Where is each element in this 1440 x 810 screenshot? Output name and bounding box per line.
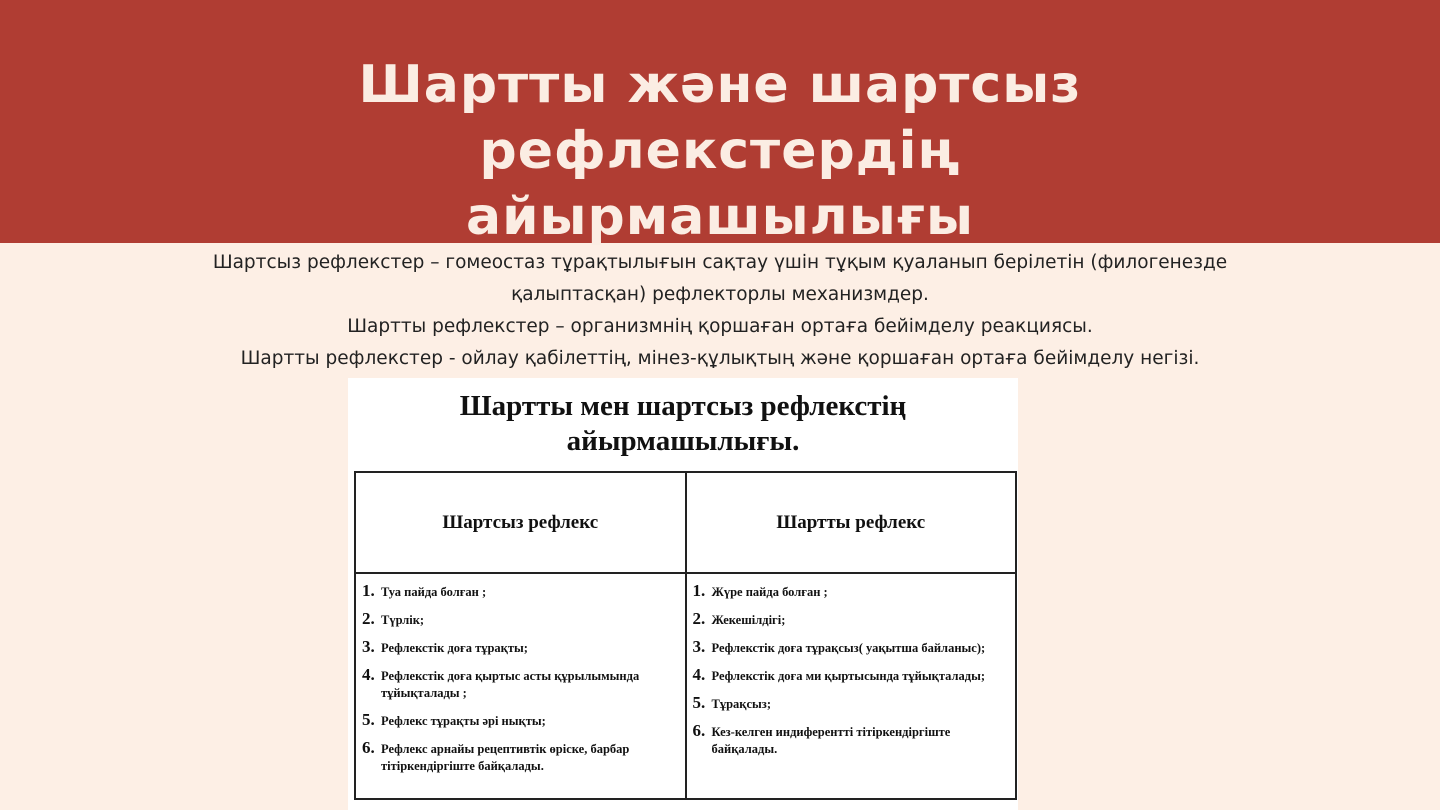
image-title-line: айырмашылығы. <box>566 425 800 457</box>
conditioned-cell <box>686 573 1017 799</box>
list-item <box>362 610 679 629</box>
item-number: 2. <box>692 609 706 628</box>
item-text: Рефлекстік доға ми қыртысында тұйықталады; <box>711 669 985 683</box>
body-line: Шартсыз рефлекстер – гомеостаз тұрақтылығын сақтау үшін тұқым қуаланып берілетін (филогенезде <box>212 252 1228 273</box>
item-number: 5. <box>362 710 375 729</box>
list-item <box>362 582 679 601</box>
body-line: қалыптасқан) рефлекторлы механизмдер. <box>511 284 929 305</box>
item-number: 4. <box>692 665 706 684</box>
list-item <box>693 666 1010 685</box>
title-line: Шартты және шартсыз <box>358 55 1082 115</box>
item-number: 3. <box>362 637 375 656</box>
item-text: Рефлекстік доға қыртыс асты құрылымында тұйықталады ; <box>381 669 640 700</box>
list-item <box>362 711 679 730</box>
item-number: 1. <box>692 581 706 600</box>
item-text: Жүре пайда болған ; <box>711 585 828 599</box>
unconditioned-cell <box>355 573 686 799</box>
item-text: Түрлік; <box>381 613 425 627</box>
slide-body-text <box>0 247 1440 375</box>
image-title-line: Шартты мен шартсыз рефлекстің <box>459 390 907 422</box>
item-number: 4. <box>362 665 375 684</box>
item-number: 5. <box>692 693 706 712</box>
list-item <box>362 666 679 702</box>
item-number: 2. <box>362 609 375 628</box>
title-line: рефлекстердің <box>479 121 961 181</box>
list-item <box>693 722 1010 758</box>
item-text: Рефлекстік доға тұрақсыз( уақытша байланыс); <box>711 641 986 655</box>
item-text: Кез-келген индиферентті тітіркендіргіште байқалады. <box>711 725 951 756</box>
item-number: 6. <box>692 721 706 740</box>
item-text: Рефлекс арнайы рецептивтік өріске, барбар тітіркендіргіште байқалады. <box>381 742 630 773</box>
body-line: Шартты рефлекстер – организмнің қоршаған ортаға бейімделу реакциясы. <box>347 316 1093 337</box>
item-number: 6. <box>362 738 375 757</box>
list-item <box>693 582 1010 601</box>
comparison-table <box>354 471 1017 800</box>
comparison-image <box>348 378 1018 810</box>
list-item <box>693 610 1010 629</box>
column-header-conditioned: Шартты рефлекс <box>686 472 1017 573</box>
item-text: Жекешілдігі; <box>711 613 786 627</box>
body-line: Шартты рефлекстер - ойлау қабілеттің, мінез-құлықтың және қоршаған ортаға бейімделу негізі. <box>240 348 1200 369</box>
list-item <box>362 739 679 775</box>
item-text: Рефлекстік доға тұрақты; <box>381 641 528 655</box>
image-title <box>348 389 1018 459</box>
item-number: 1. <box>362 581 375 600</box>
item-text: Туа пайда болған ; <box>381 585 487 599</box>
list-item <box>693 638 1010 657</box>
list-item <box>693 694 1010 713</box>
list-item <box>362 638 679 657</box>
item-number: 3. <box>692 637 706 656</box>
item-text: Рефлекс тұрақты әрі нықты; <box>381 714 546 728</box>
title-line: айырмашылығы <box>466 187 974 247</box>
slide-title <box>0 52 1440 250</box>
column-header-unconditioned: Шартсыз рефлекс <box>355 472 686 573</box>
item-text: Тұрақсыз; <box>711 697 771 711</box>
